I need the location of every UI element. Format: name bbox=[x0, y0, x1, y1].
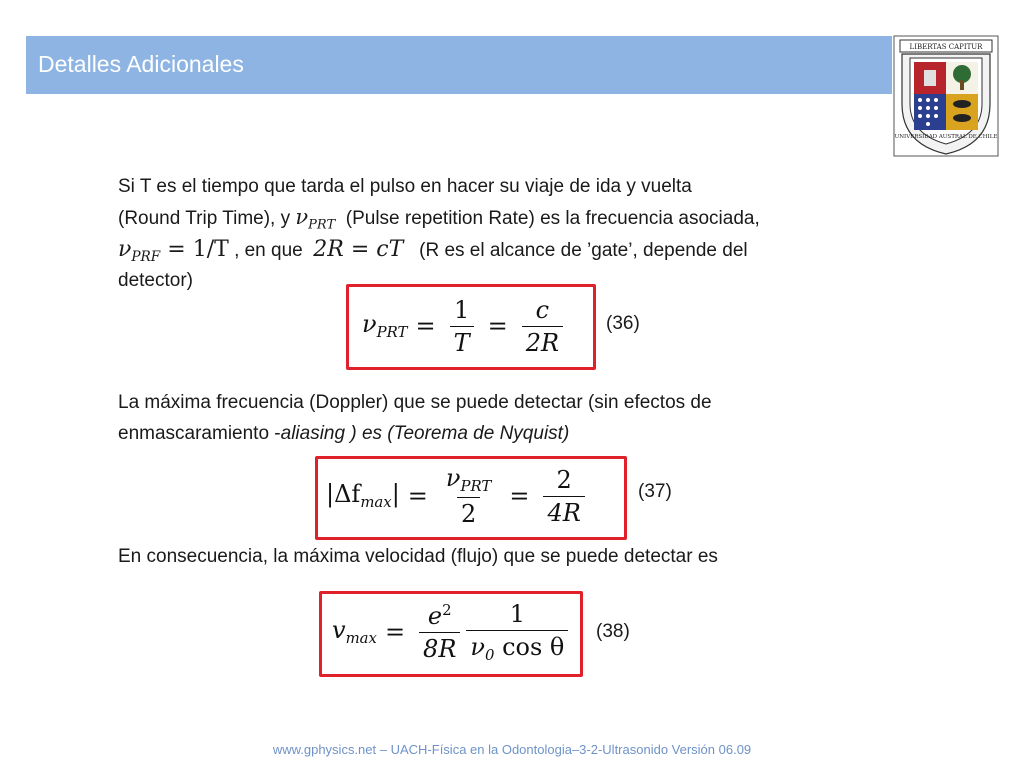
university-crest-icon bbox=[892, 34, 1000, 158]
equation-36-number: (36) bbox=[606, 313, 640, 334]
equation-36: $\nu_{PRT}$ = $\frac{1}{T}$ = $\frac{c}{2R}$ bbox=[362, 292, 569, 360]
paragraph-1-line-2: (Round Trip Time), y $\nu_{PRT}$ (Pulse repetition Rate) es la frecuencia asociada, bbox=[118, 205, 760, 233]
paragraph-3-line-1: En consecuencia, la máxima velocidad (flujo) que se puede detectar es bbox=[118, 546, 718, 567]
paragraph-1-line-3: $\nu_{PRF} = 1/T$ , en que 2R = cT (R es el alcance de ’gate’, depende del bbox=[118, 237, 748, 265]
paragraph-1-line-1: Si T es el tiempo que tarda el pulso en hacer su viaje de ida y vuelta bbox=[118, 176, 692, 197]
crest-ring-text: UNIVERSIDAD AUSTRAL DE CHILE bbox=[894, 134, 998, 140]
paragraph-2-line-1: La máxima frecuencia (Doppler) que se puede detectar (sin efectos de bbox=[118, 392, 712, 413]
equation-37: $|\Delta f_{max}|$ = $\frac{\nu_{PRT}}{2}$ = $\frac{2}{4R}$ bbox=[326, 462, 591, 530]
equation-38-number: (38) bbox=[596, 621, 630, 642]
paragraph-1-line-4: detector) bbox=[118, 270, 193, 291]
paragraph-2-line-2: enmascaramiento -aliasing ) es (Teorema de Nyquist) bbox=[118, 423, 570, 444]
crest-motto: LIBERTAS CAPITUR bbox=[909, 43, 983, 51]
slide-title: Detalles Adicionales bbox=[38, 51, 244, 77]
equation-37-number: (37) bbox=[638, 481, 672, 502]
title-bar bbox=[26, 36, 892, 94]
footer-link[interactable]: www.gphysics.net – UACH-Física en la Odontologia–3-2-Ultrasonido Versión 06.09 bbox=[272, 742, 752, 757]
equation-38: $v_{max}$ = $\frac{e^2}{8R}$ $\frac{1}{\nu_0 \cos \theta}$ bbox=[332, 598, 574, 666]
